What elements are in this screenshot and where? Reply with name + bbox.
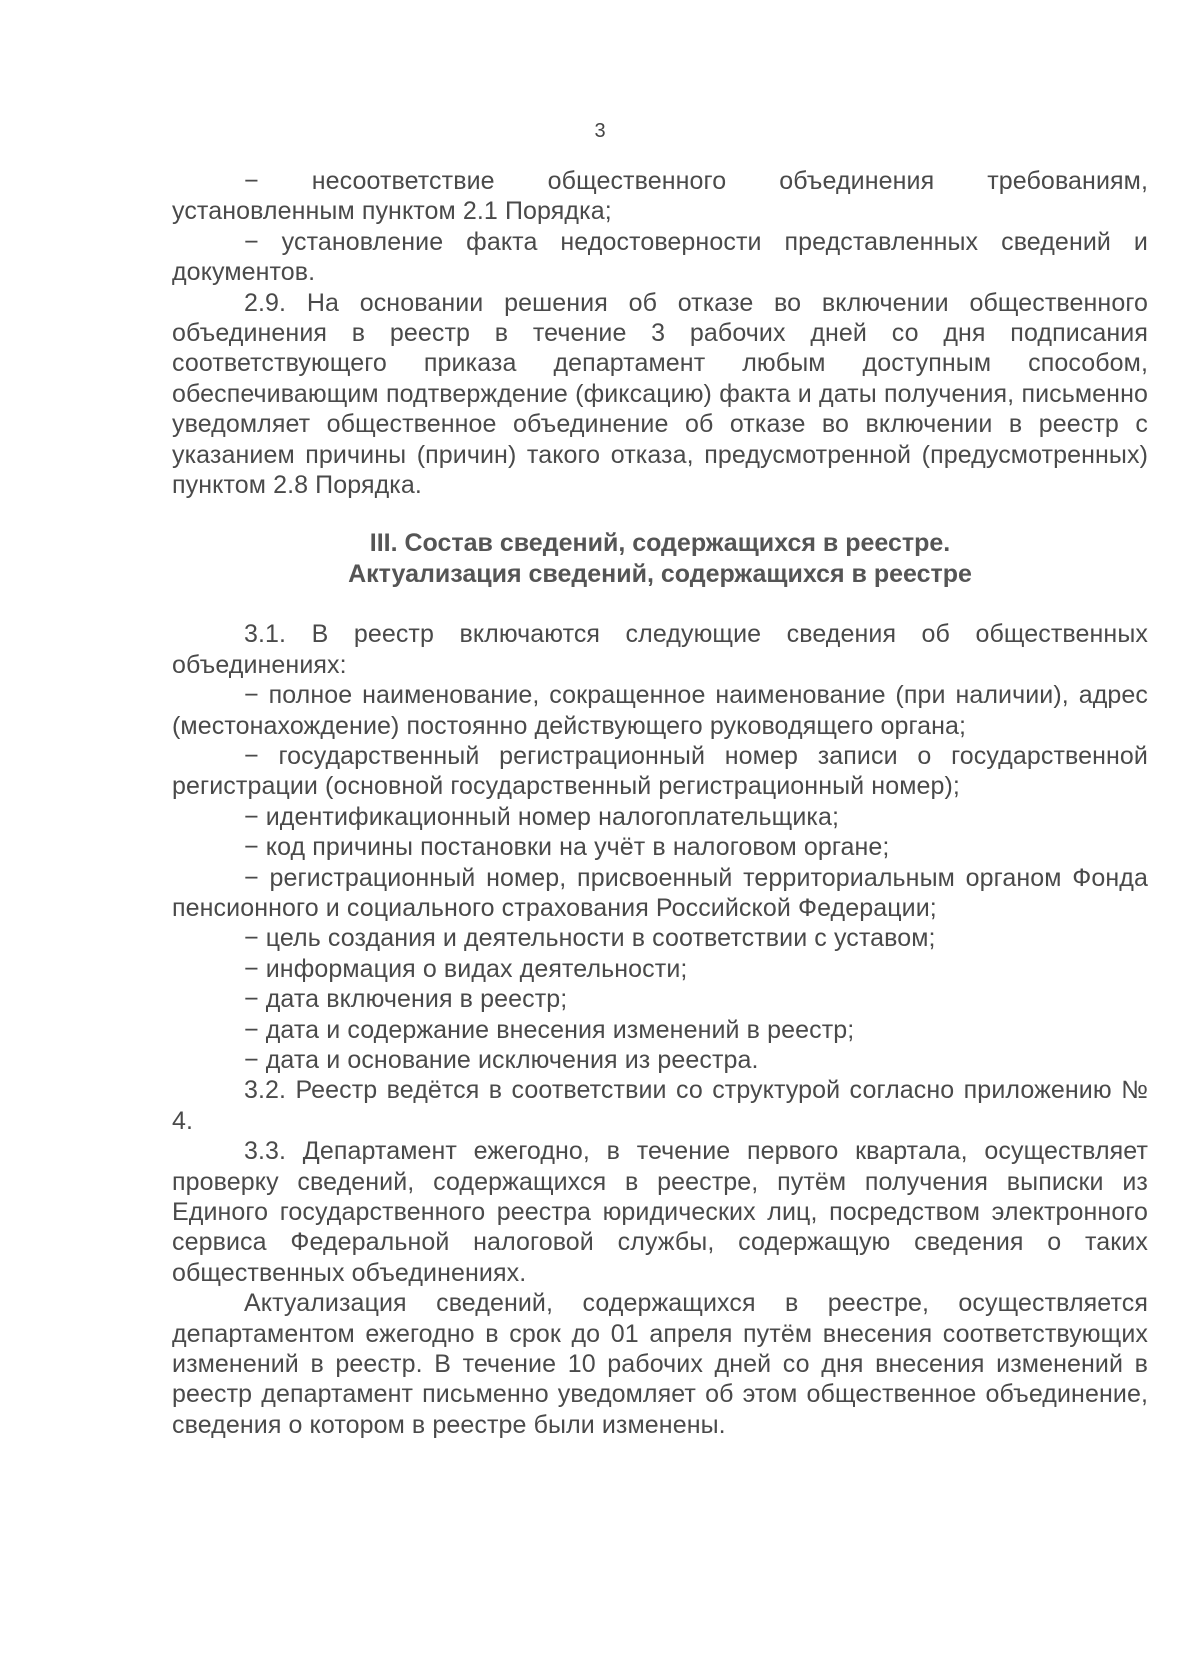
- section-heading-line-2: Актуализация сведений, содержащихся в реестре: [348, 559, 972, 588]
- list-item: − государственный регистрационный номер записи о государственной регистрации (основной государственный регистрационный номер);: [172, 741, 1148, 801]
- list-item: − несоответствие общественного объединения требованиям, установленным пунктом 2.1 Порядка;: [172, 167, 1148, 226]
- paragraph: 3.1. В реестр включаются следующие сведения об общественных объединениях:: [172, 620, 1148, 679]
- list-item: − цель создания и деятельности в соответствии с уставом;: [244, 924, 936, 953]
- paragraph: 2.9. На основании решения об отказе во включении общественного объединения в реестр в течение 3 рабочих дней со дня подписания соответствующего приказа департамент любым доступным способом, обеспечивающим подтверждение (фиксацию) факта и даты получения, письменно уведомляет общественное объединение об отказе во включении в реестр с указанием причины (причин) такого отказа, предусмотренной (предусмотренных) пунктом 2.8 Порядка.: [172, 288, 1148, 500]
- list-item: − установление факта недостоверности представленных сведений и документов.: [172, 227, 1148, 287]
- list-item: − код причины постановки на учёт в налоговом органе;: [244, 833, 890, 862]
- paragraph: 3.2. Реестр ведётся в соответствии со структурой согласно приложению № 4.: [172, 1076, 1148, 1135]
- list-item: − регистрационный номер, присвоенный территориальным органом Фонда пенсионного и социального страхования Российской Федерации;: [172, 863, 1148, 922]
- page-number: 3: [594, 120, 606, 142]
- section-heading-line-1: III. Состав сведений, содержащихся в реестре.: [369, 529, 951, 558]
- list-item: − дата и основание исключения из реестра.: [244, 1045, 759, 1074]
- paragraph: Актуализация сведений, содержащихся в реестре, осуществляется департаментом ежегодно в срок до 01 апреля путём внесения соответствующих изменений в реестр. В течение 10 рабочих дней со дня внесения изменений в реестр департамент письменно уведомляет об этом общественное объединение, сведения о котором в реестре были изменены.: [172, 1289, 1148, 1439]
- list-item: − идентификационный номер налогоплательщика;: [244, 802, 840, 831]
- list-item: − дата включения в реестр;: [244, 985, 568, 1014]
- paragraph: 3.3. Департамент ежегодно, в течение первого квартала, осуществляет проверку сведений, содержащихся в реестре, путём получения выписки из Единого государственного реестра юридических лиц, посредством электронного сервиса Федеральной налоговой службы, содержащую сведения о таких общественных объединениях.: [172, 1137, 1148, 1287]
- document-body: [172, 166, 1148, 1440]
- list-item: − дата и содержание внесения изменений в реестр;: [244, 1015, 855, 1044]
- section-heading: [172, 528, 1148, 589]
- list-item: − полное наименование, сокращенное наименование (при наличии), адрес (местонахождение) постоянно действующего руководящего органа;: [172, 681, 1148, 740]
- list-item: − информация о видах деятельности;: [244, 954, 688, 983]
